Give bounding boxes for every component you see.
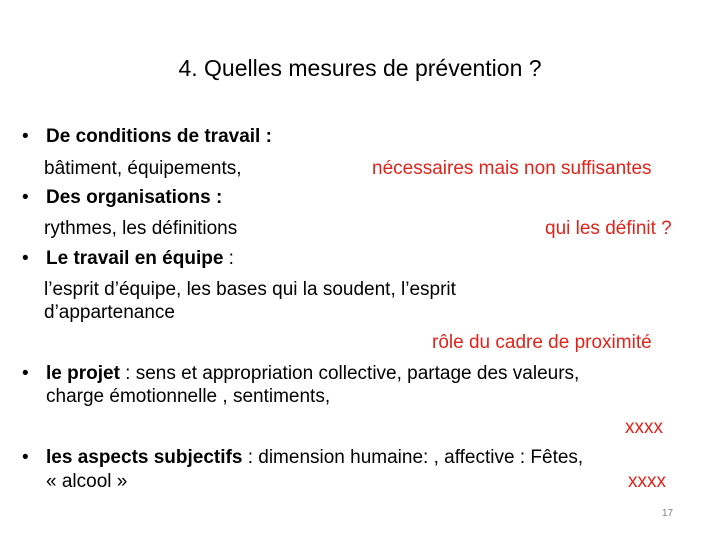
item-4-heading: le projet — [46, 363, 120, 384]
item-3-heading-line — [46, 247, 234, 271]
item-3-note: rôle du cadre de proximité — [432, 332, 652, 353]
bullet-icon: • — [22, 447, 29, 468]
item-4-detail-line1: : sens et appropriation collective, partage des valeurs, — [119, 363, 580, 384]
item-5-detail-line1: : dimension humaine: , affective : Fêtes, — [242, 447, 584, 468]
bullet-icon: • — [22, 187, 29, 208]
slide-title: 4. Quelles mesures de prévention ? — [178, 55, 542, 81]
item-4-line1 — [46, 362, 579, 386]
item-4-detail-line2: charge émotionnelle , sentiments, — [46, 386, 331, 407]
page-number: 17 — [662, 508, 674, 519]
bullet-icon: • — [22, 363, 29, 384]
item-3-detail-line1: l’esprit d’équipe, les bases qui la soudent, l’esprit — [44, 279, 456, 300]
item-2-detail: rythmes, les définitions — [44, 218, 238, 239]
item-2-note: qui les définit ? — [545, 218, 672, 239]
item-5-note: xxxx — [628, 471, 666, 492]
item-3-heading: Le travail en équipe — [46, 248, 224, 269]
item-1-detail: bâtiment, équipements, — [44, 158, 242, 179]
bullet-icon: • — [22, 126, 29, 147]
bullet-icon: • — [22, 248, 29, 269]
item-3-detail-line2: d’appartenance — [44, 302, 175, 323]
item-1-note: nécessaires mais non suffisantes — [372, 158, 652, 179]
item-4-note: xxxx — [625, 417, 663, 438]
item-2-heading: Des organisations : — [46, 187, 223, 208]
item-5-heading: les aspects subjectifs — [46, 447, 243, 468]
item-1-heading: De conditions de travail : — [46, 126, 272, 147]
item-5-line1 — [46, 446, 583, 470]
item-3-heading-suffix: : — [223, 248, 234, 269]
item-5-detail-line2: « alcool » — [46, 471, 128, 492]
